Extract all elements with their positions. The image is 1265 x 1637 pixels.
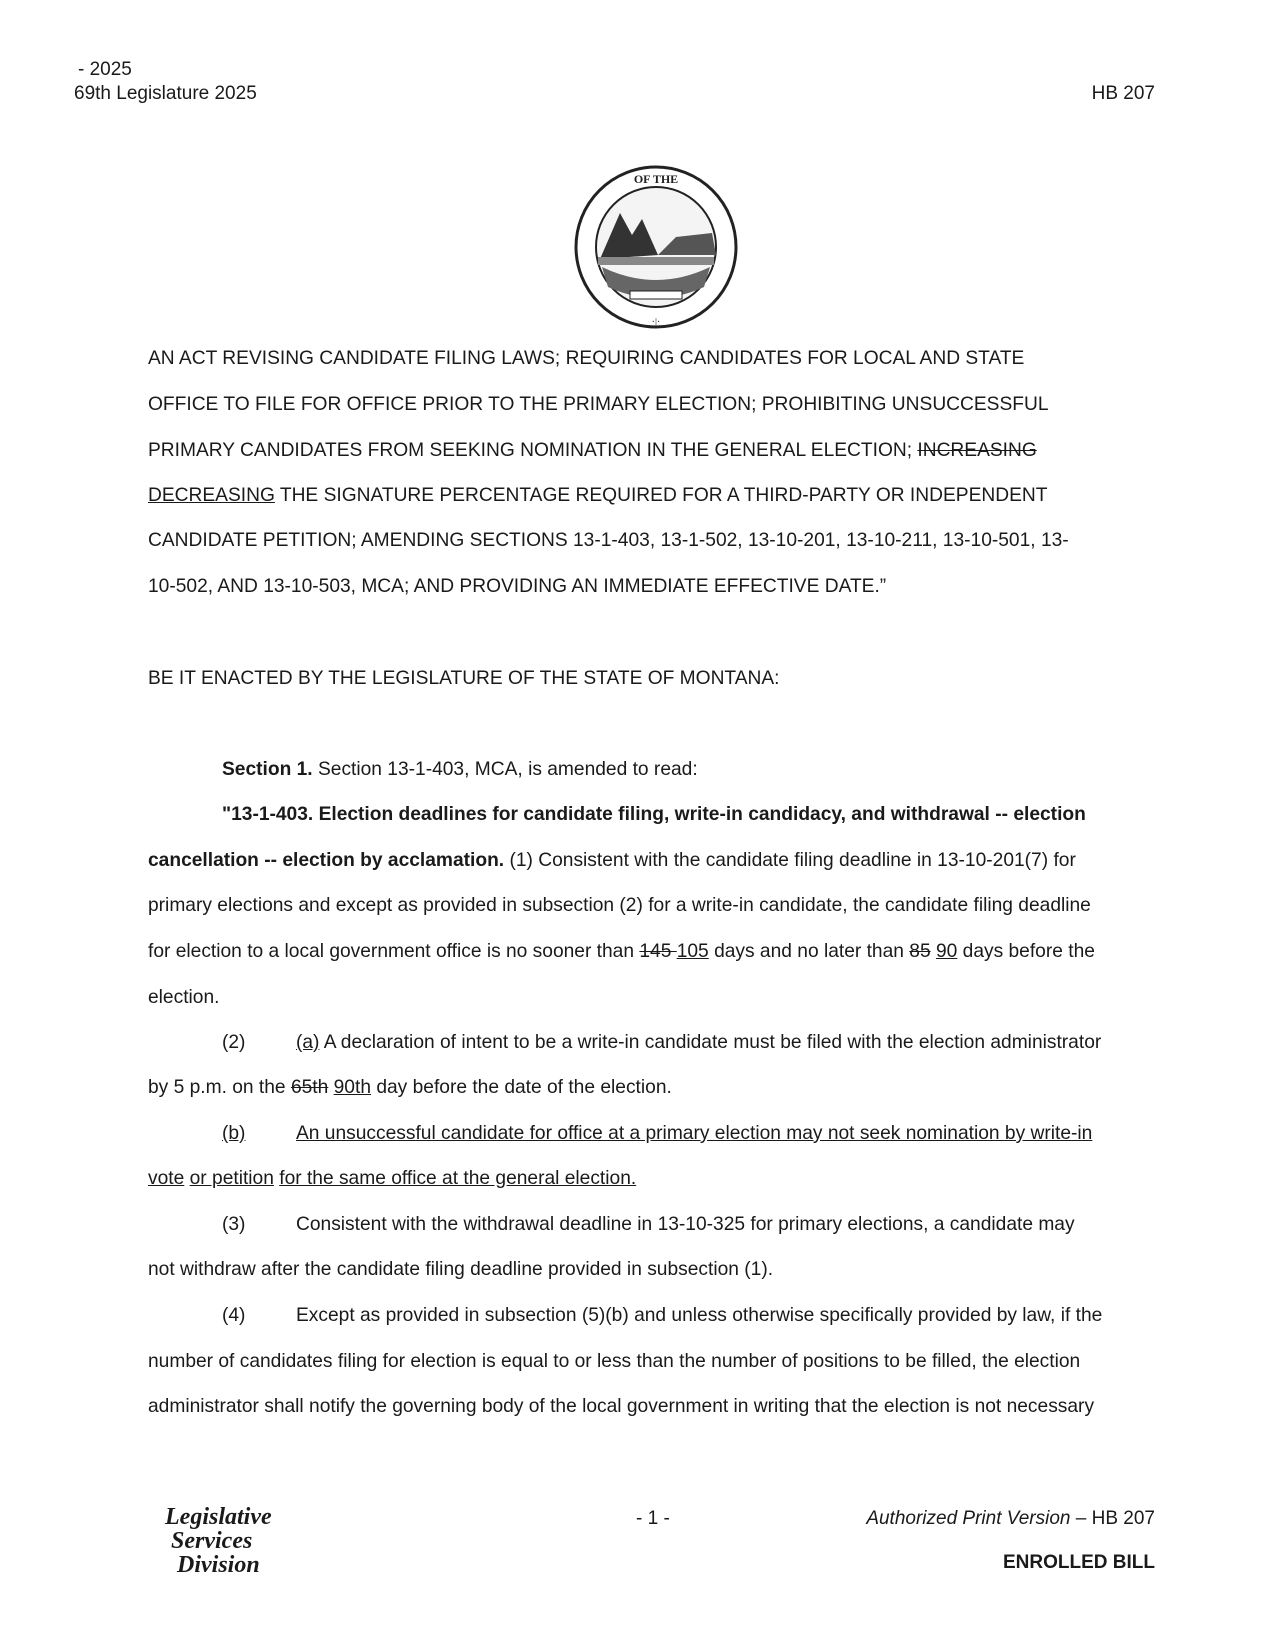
- print-version: [866, 1508, 1155, 1530]
- logo-line: Division: [177, 1552, 260, 1578]
- inserted-text: for the same office at the general election.: [279, 1168, 637, 1189]
- subsection-number: (3): [222, 1214, 246, 1235]
- body-line: not withdraw after the candidate filing deadline provided in subsection (1).: [148, 1259, 774, 1280]
- title-line: OFFICE TO FILE FOR OFFICE PRIOR TO THE PRIMARY ELECTION; PROHIBITING UNSUCCESSFUL: [148, 394, 1049, 415]
- body-line: administrator shall notify the governing body of the local government in writing that the election is not necessary: [148, 1396, 1095, 1417]
- montana-seal-icon: [572, 163, 740, 331]
- inserted-line: [222, 1122, 1092, 1146]
- inserted-text: 90: [935, 941, 958, 962]
- inserted-text: 90th: [333, 1077, 371, 1098]
- heading-text: cancellation -- election by acclamation.: [148, 850, 505, 871]
- body-text: for election to a local government office is no sooner than: [148, 941, 640, 962]
- session-year: - 2025: [78, 59, 132, 80]
- logo-line: Legislative: [165, 1504, 272, 1530]
- enrolled-status: ENROLLED BILL: [1003, 1552, 1155, 1573]
- inserted-text: DECREASING: [148, 485, 275, 506]
- subsection-label: (b): [222, 1123, 246, 1144]
- svg-text:OF THE: OF THE: [633, 172, 679, 186]
- inserted-text: vote: [148, 1168, 185, 1189]
- body-text: (1) Consistent with the candidate filing deadline in 13-10-201(7) for: [504, 850, 1076, 871]
- inserted-text: (a): [296, 1032, 320, 1053]
- title-text: PRIMARY CANDIDATES FROM SEEKING NOMINATION IN THE GENERAL ELECTION;: [148, 440, 918, 461]
- body-text: Except as provided in subsection (5)(b) and unless otherwise specifically provided by law, if the: [296, 1305, 1103, 1326]
- inserted-text: 105: [676, 941, 709, 962]
- body-line: number of candidates filing for election is equal to or less than the number of positions to be filled, the election: [148, 1351, 1081, 1372]
- lsd-logo: [165, 1505, 272, 1577]
- section-intro: [222, 758, 698, 782]
- section-intro-text: Section 13-1-403, MCA, is amended to read:: [312, 759, 698, 780]
- title-text: THE SIGNATURE PERCENTAGE REQUIRED FOR A THIRD-PARTY OR INDEPENDENT: [274, 485, 1048, 506]
- struck-text: 85: [909, 941, 931, 962]
- subsection-number: (4): [222, 1305, 246, 1326]
- body-line: [148, 940, 1095, 964]
- body-line: primary elections and except as provided in subsection (2) for a write-in candidate, the candidate filing deadline: [148, 895, 1091, 916]
- struck-text: INCREASING: [917, 440, 1037, 461]
- heading-text: "13-1-403. Election deadlines for candidate filing, write-in candidacy, and withdrawal -- election: [222, 804, 1086, 825]
- title-line: [148, 484, 1047, 508]
- title-line: 10-502, AND 13-10-503, MCA; AND PROVIDING AN IMMEDIATE EFFECTIVE DATE.”: [148, 576, 887, 597]
- body-line: [222, 1213, 1075, 1237]
- struck-text: 145: [639, 941, 677, 962]
- logo-line: Services: [171, 1528, 253, 1554]
- body-line: [222, 1031, 1101, 1055]
- section-label: Section 1.: [222, 759, 313, 780]
- bill-number: HB 207: [1091, 83, 1155, 104]
- body-text: by 5 p.m. on the: [148, 1077, 291, 1098]
- page-number: - 1 -: [636, 1508, 670, 1529]
- body-line: [148, 1076, 672, 1100]
- body-text: days before the: [957, 941, 1095, 962]
- body-line: election.: [148, 987, 220, 1008]
- title-line: AN ACT REVISING CANDIDATE FILING LAWS; REQUIRING CANDIDATES FOR LOCAL AND STATE: [148, 348, 1025, 369]
- subsection-number: (2): [222, 1032, 246, 1053]
- inserted-line: [148, 1167, 636, 1191]
- section-heading: [222, 803, 1086, 827]
- inserted-text: An unsuccessful candidate for office at a primary election may not seek nomination by write-in: [296, 1123, 1093, 1144]
- svg-text:·|·: ·|·: [651, 317, 661, 328]
- inserted-text: or petition: [189, 1168, 274, 1189]
- body-text: days and no later than: [708, 941, 910, 962]
- body-text: Consistent with the withdrawal deadline in 13-10-325 for primary elections, a candidate may: [296, 1214, 1075, 1235]
- enacting-clause: BE IT ENACTED BY THE LEGISLATURE OF THE STATE OF MONTANA:: [148, 668, 780, 689]
- title-line: [148, 439, 1037, 463]
- body-line: [222, 1304, 1102, 1328]
- struck-text: 65th: [290, 1077, 329, 1098]
- print-bill: – HB 207: [1070, 1508, 1155, 1529]
- body-line: [148, 849, 1076, 873]
- title-line: CANDIDATE PETITION; AMENDING SECTIONS 13-1-403, 13-1-502, 13-10-201, 13-10-211, 13-10-501, 13-: [148, 530, 1069, 551]
- print-version-label: Authorized Print Version: [866, 1508, 1071, 1529]
- body-text: A declaration of intent to be a write-in candidate must be filed with the election administrator: [319, 1032, 1102, 1053]
- body-text: day before the date of the election.: [371, 1077, 672, 1098]
- legislature-label: 69th Legislature 2025: [74, 83, 257, 104]
